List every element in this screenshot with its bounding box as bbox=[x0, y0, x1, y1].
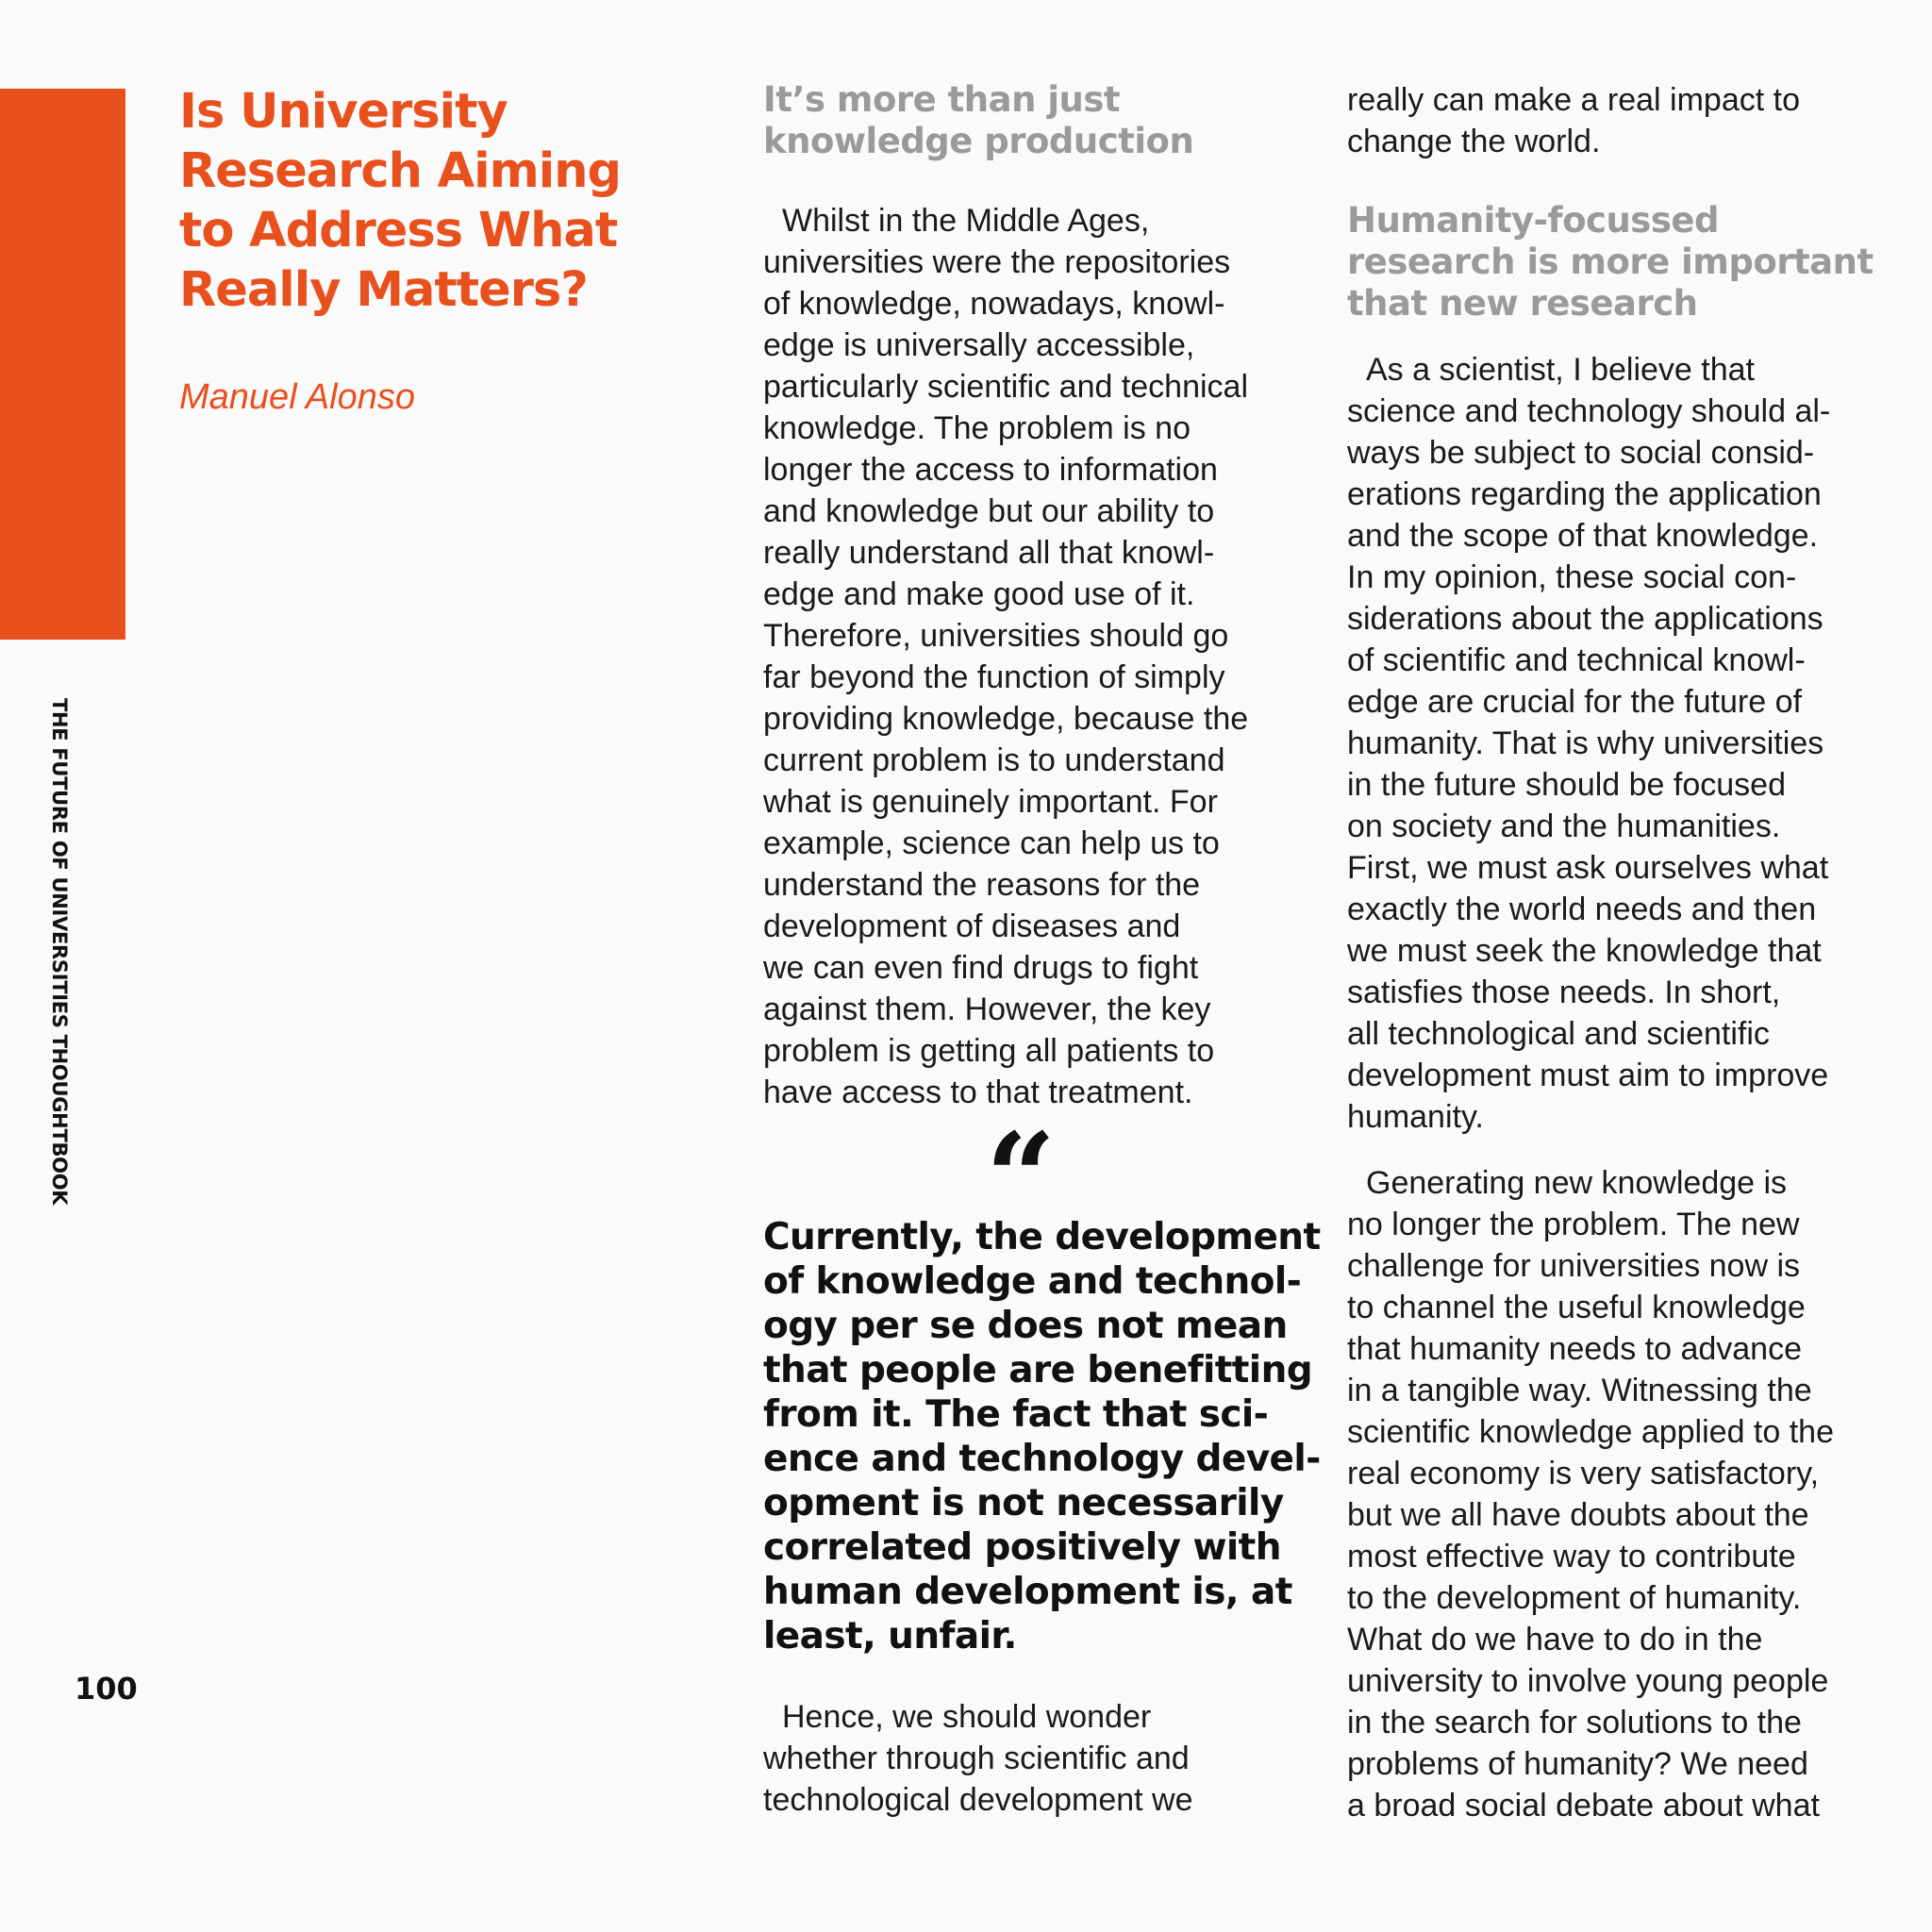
text-line: on society and the humanities. bbox=[1347, 808, 1781, 844]
pullquote-line: human development is, at bbox=[763, 1571, 1292, 1613]
text-line: science and technology should al- bbox=[1347, 393, 1831, 429]
text-line: and knowledge but our ability to bbox=[763, 493, 1215, 529]
text-line: and the scope of that knowledge. bbox=[1347, 518, 1819, 554]
orange-accent-bar bbox=[0, 89, 125, 640]
body-paragraph bbox=[763, 200, 1273, 1113]
text-line: development must aim to improve bbox=[1347, 1058, 1829, 1093]
title-line: Is University bbox=[179, 84, 508, 140]
text-line: problems of humanity? We need bbox=[1347, 1746, 1808, 1782]
text-line: in a tangible way. Witnessing the bbox=[1347, 1373, 1812, 1408]
text-line: Hence, we should wonder bbox=[782, 1699, 1152, 1735]
subhead-line: that new research bbox=[1347, 283, 1698, 324]
text-line: edge and make good use of it. bbox=[763, 576, 1195, 612]
text-line: to the development of humanity. bbox=[1347, 1580, 1802, 1616]
text-line: what is genuinely important. For bbox=[763, 784, 1218, 820]
text-line: providing knowledge, because the bbox=[763, 701, 1249, 737]
pullquote-line: from it. The fact that sci- bbox=[763, 1393, 1269, 1436]
text-column-2 bbox=[763, 79, 1321, 1821]
pull-quote bbox=[763, 1215, 1321, 1658]
pullquote-line: least, unfair. bbox=[763, 1615, 1017, 1657]
text-line: we can even find drugs to fight bbox=[763, 950, 1199, 986]
text-line: far beyond the function of simply bbox=[763, 659, 1225, 695]
text-line: example, science can help us to bbox=[763, 825, 1220, 861]
text-line: challenge for universities now is bbox=[1347, 1248, 1801, 1284]
pullquote-line: Currently, the development bbox=[763, 1216, 1321, 1258]
text-line: What do we have to do in the bbox=[1347, 1622, 1763, 1657]
article-title bbox=[179, 82, 623, 320]
body-paragraph-continued bbox=[1347, 79, 1857, 162]
text-line: In my opinion, these social con- bbox=[1347, 559, 1797, 595]
title-line: Really Matters? bbox=[179, 262, 588, 318]
text-column-3 bbox=[1347, 79, 1874, 1826]
text-line: change the world. bbox=[1347, 124, 1601, 159]
text-line: First, we must ask ourselves what bbox=[1347, 850, 1829, 886]
text-line: particularly scientific and technical bbox=[763, 369, 1249, 405]
text-line: edge are crucial for the future of bbox=[1347, 684, 1802, 720]
pullquote-line: that people are benefitting bbox=[763, 1349, 1313, 1391]
title-line: Research Aiming bbox=[179, 143, 622, 199]
text-line: whether through scientific and bbox=[763, 1740, 1190, 1776]
title-line: to Address What bbox=[179, 203, 618, 258]
text-line: understand the reasons for the bbox=[763, 867, 1201, 903]
text-line: edge is universally accessible, bbox=[763, 327, 1195, 363]
text-line: to channel the useful knowledge bbox=[1347, 1290, 1806, 1325]
text-line: As a scientist, I believe that bbox=[1366, 352, 1755, 388]
text-line: humanity. bbox=[1347, 1099, 1484, 1135]
section-subhead bbox=[763, 79, 1273, 162]
pullquote-line: correlated positively with bbox=[763, 1526, 1281, 1569]
text-line: really can make a real impact to bbox=[1347, 82, 1800, 118]
text-line: Whilst in the Middle Ages, bbox=[782, 203, 1150, 239]
subhead-line: It’s more than just bbox=[763, 79, 1121, 120]
subhead-line: research is more important bbox=[1347, 242, 1874, 282]
pullquote-line: ence and technology devel- bbox=[763, 1438, 1321, 1480]
text-line: most effective way to contribute bbox=[1347, 1539, 1796, 1574]
text-line: university to involve young people bbox=[1347, 1663, 1829, 1699]
running-header-vertical: THE FUTURE OF UNIVERSITIES THOUGHTBOOK bbox=[48, 698, 71, 1206]
text-line: universities were the repositories bbox=[763, 244, 1231, 280]
text-line: Therefore, universities should go bbox=[763, 618, 1229, 654]
text-line: against them. However, the key bbox=[763, 991, 1211, 1027]
subhead-line: Humanity-focussed bbox=[1347, 200, 1719, 241]
text-line: Generating new knowledge is bbox=[1366, 1165, 1788, 1201]
text-line: all technological and scientific bbox=[1347, 1016, 1770, 1052]
pullquote-line: opment is not necessarily bbox=[763, 1482, 1284, 1524]
text-line: of knowledge, nowadays, knowl- bbox=[763, 286, 1225, 322]
text-line: no longer the problem. The new bbox=[1347, 1207, 1800, 1242]
text-line: problem is getting all patients to bbox=[763, 1033, 1215, 1069]
pullquote-line: ogy per se does not mean bbox=[763, 1305, 1288, 1347]
text-line: really understand all that knowl- bbox=[763, 535, 1215, 571]
text-line: have access to that treatment. bbox=[763, 1074, 1193, 1110]
text-line: development of diseases and bbox=[763, 908, 1181, 944]
text-line: humanity. That is why universities bbox=[1347, 725, 1824, 761]
text-line: a broad social debate about what bbox=[1347, 1788, 1820, 1824]
body-paragraph bbox=[1347, 1162, 1857, 1826]
text-line: satisfies those needs. In short, bbox=[1347, 974, 1781, 1010]
text-line: in the search for solutions to the bbox=[1347, 1705, 1802, 1740]
text-line: we must seek the knowledge that bbox=[1347, 933, 1822, 969]
text-line: siderations about the applications bbox=[1347, 601, 1824, 637]
text-line: knowledge. The problem is no bbox=[763, 410, 1191, 446]
text-line: technological development we bbox=[763, 1782, 1193, 1818]
quote-mark-icon: “ bbox=[985, 1106, 1051, 1250]
text-line: erations regarding the application bbox=[1347, 476, 1822, 512]
body-paragraph bbox=[763, 1696, 1273, 1821]
text-line: real economy is very satisfactory, bbox=[1347, 1456, 1820, 1491]
text-line: longer the access to information bbox=[763, 452, 1218, 488]
text-line: scientific knowledge applied to the bbox=[1347, 1414, 1834, 1450]
section-subhead bbox=[1347, 200, 1874, 325]
body-paragraph bbox=[1347, 349, 1857, 1138]
author-name: Manuel Alonso bbox=[179, 377, 415, 417]
text-line: current problem is to understand bbox=[763, 742, 1225, 778]
text-line: ways be subject to social consid- bbox=[1347, 435, 1815, 471]
subhead-line: knowledge production bbox=[763, 121, 1194, 161]
page-number: 100 bbox=[75, 1671, 138, 1707]
text-line: of scientific and technical knowl- bbox=[1347, 642, 1806, 678]
text-line: in the future should be focused bbox=[1347, 767, 1786, 803]
text-line: exactly the world needs and then bbox=[1347, 891, 1817, 927]
pullquote-line: of knowledge and technol- bbox=[763, 1260, 1302, 1303]
text-line: that humanity needs to advance bbox=[1347, 1331, 1802, 1367]
text-line: but we all have doubts about the bbox=[1347, 1497, 1809, 1533]
